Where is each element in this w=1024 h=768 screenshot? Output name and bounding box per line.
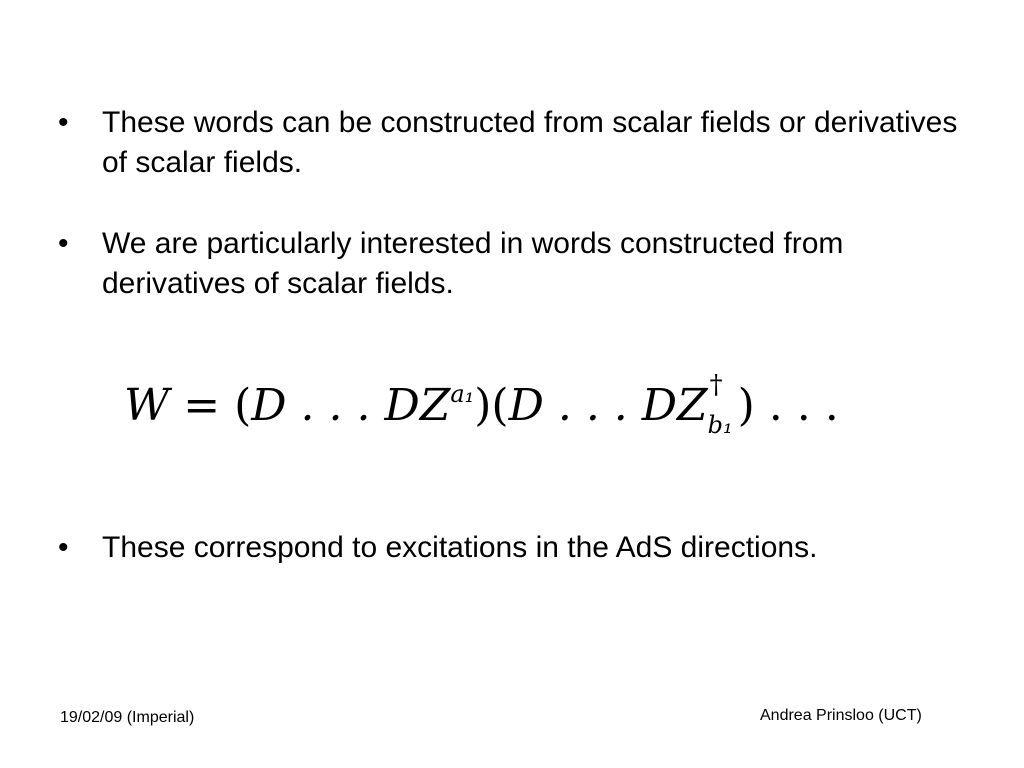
equation-group2-subscript: b₁ xyxy=(707,411,733,439)
bullet-marker: • xyxy=(58,531,69,564)
equation-dagger: † xyxy=(709,370,723,400)
bullet-text: These correspond to excitations in the AdS directions. xyxy=(102,531,818,564)
equation-paren-open: ( xyxy=(491,380,509,431)
equation-paren-close: ) xyxy=(737,380,755,431)
bullet-marker: • xyxy=(58,227,69,260)
equation-equals: = xyxy=(183,380,221,431)
bullet-text: We are particularly interested in words constructed from derivatives of scalar fields. xyxy=(102,227,844,300)
footer-author: Andrea Prinsloo (UCT) xyxy=(760,707,922,724)
equation-lhs: W xyxy=(124,380,170,431)
bullet-item xyxy=(58,224,978,304)
equation-group1-body: D . . . DZ xyxy=(251,380,451,431)
equation-paren-close: ) xyxy=(474,380,492,431)
equation-group2-body: D . . . DZ xyxy=(508,380,708,431)
equation-group2-indices xyxy=(707,370,738,439)
bullet-item xyxy=(58,528,978,568)
bullet-item xyxy=(58,103,978,183)
equation-ellipsis: . . . xyxy=(768,380,839,431)
equation-group1-superscript: a₁ xyxy=(450,380,475,408)
equation-paren-open: ( xyxy=(234,380,252,431)
equation xyxy=(124,370,839,442)
bullet-text: These words can be constructed from scalar fields or derivatives of scalar fields. xyxy=(102,106,958,179)
footer-date: 19/02/09 (Imperial) xyxy=(60,709,195,726)
bullet-marker: • xyxy=(58,106,69,139)
